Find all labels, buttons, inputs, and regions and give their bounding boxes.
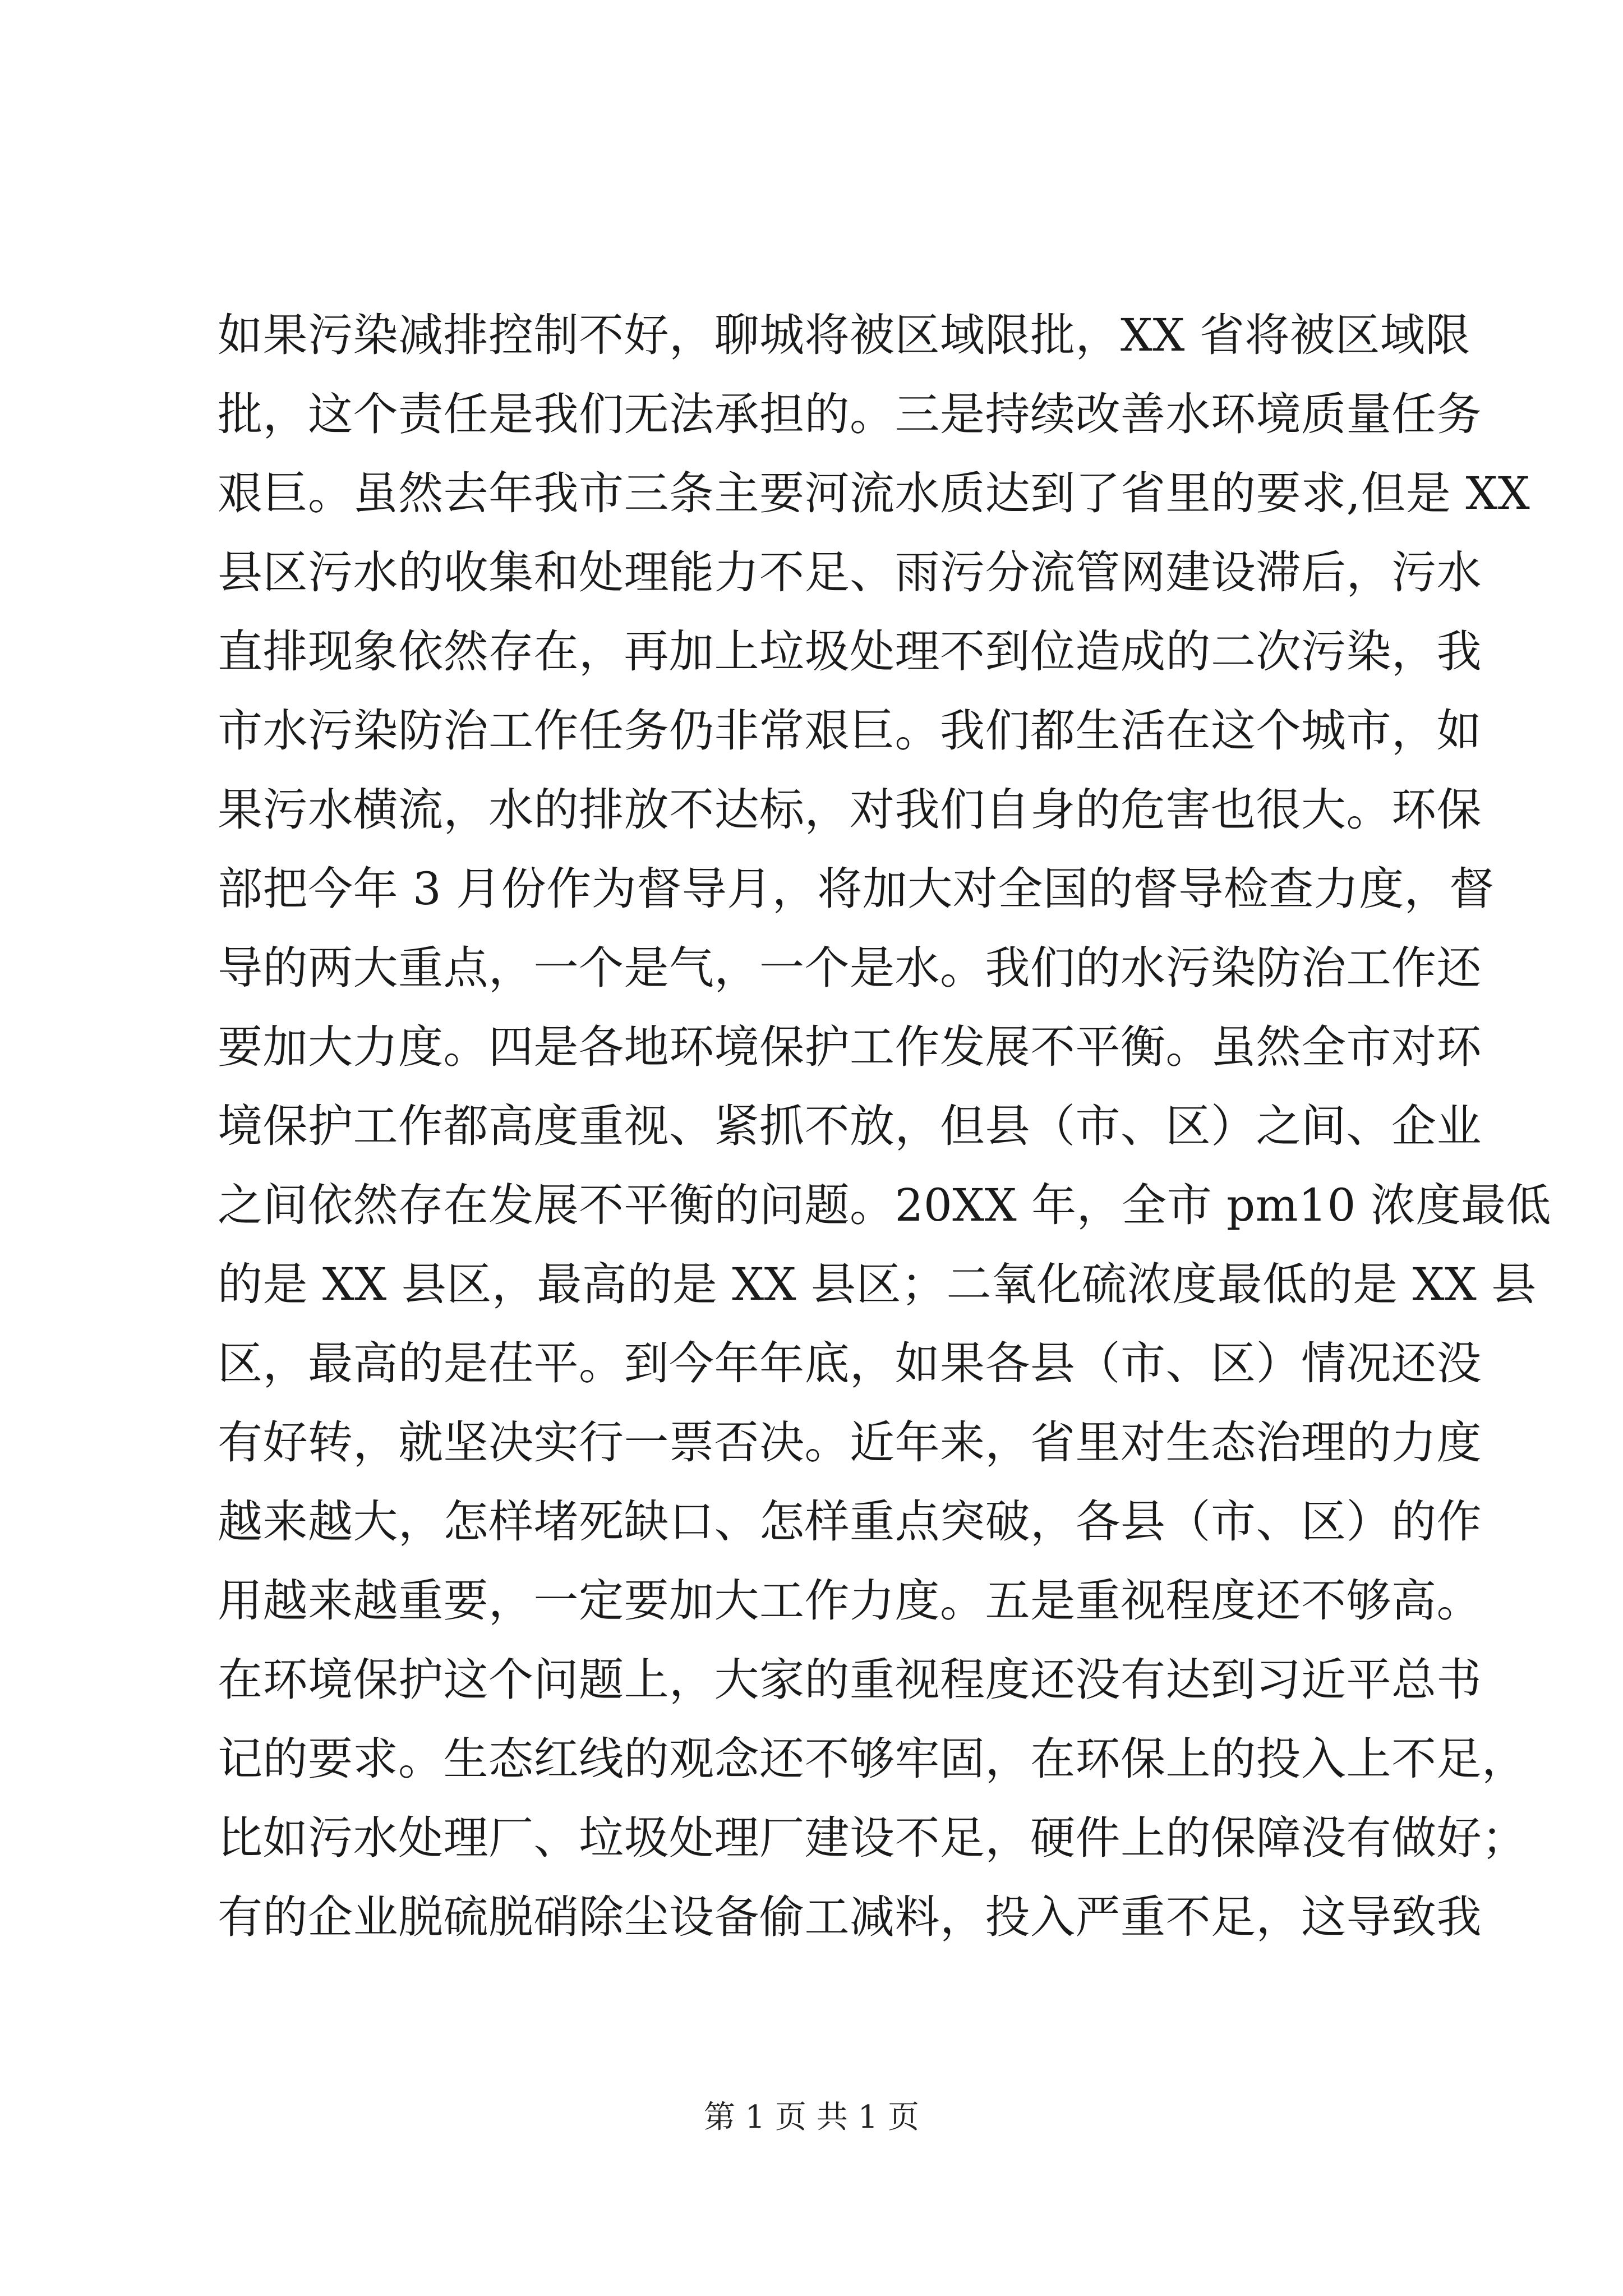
text-line: 之间依然存在发展不平衡的问题。20XX 年，全市 pm10 浓度最低 — [218, 1179, 1551, 1231]
text-line: 艰巨。虽然去年我市三条主要河流水质达到了省里的要求,但是 XX — [218, 467, 1530, 519]
text-line: 比如污水处理厂、垃圾处理厂建设不足，硬件上的保障没有做好； — [218, 1812, 1527, 1864]
text-line: 导的两大重点，一个是气，一个是水。我们的水污染防治工作还 — [218, 942, 1482, 994]
text-line: 批，这个责任是我们无法承担的。三是持续改善水环境质量任务 — [218, 388, 1482, 440]
text-line: 用越来越重要，一定要加大工作力度。五是重视程度还不够高。 — [218, 1575, 1482, 1627]
text-line: 果污水横流，水的排放不达标，对我们自身的危害也很大。环保 — [218, 784, 1482, 836]
text-line: 直排现象依然存在，再加上垃圾处理不到位造成的二次污染，我 — [218, 625, 1482, 678]
text-line: 要加大力度。四是各地环境保护工作发展不平衡。虽然全市对环 — [218, 1021, 1482, 1073]
text-line: 的是 XX 县区，最高的是 XX 县区；二氧化硫浓度最低的是 XX 县 — [218, 1258, 1537, 1310]
text-line: 境保护工作都高度重视、紧抓不放，但县（市、区）之间、企业 — [218, 1100, 1482, 1152]
page-number-label: 第 1 页 共 1 页 — [703, 2099, 920, 2136]
text-line: 越来越大，怎样堵死缺口、怎样重点突破，各县（市、区）的作 — [218, 1496, 1482, 1548]
text-line: 有的企业脱硫脱硝除尘设备偷工减料，投入严重不足，这导致我 — [218, 1891, 1482, 1943]
text-line: 如果污染减排控制不好，聊城将被区域限批，XX 省将被区域限 — [218, 309, 1470, 361]
text-line: 市水污染防治工作任务仍非常艰巨。我们都生活在这个城市，如 — [218, 705, 1482, 757]
text-line: 有好转，就坚决实行一票否决。近年来，省里对生态治理的力度 — [218, 1416, 1482, 1469]
text-line: 区，最高的是茌平。到今年年底，如果各县（市、区）情况还没 — [218, 1337, 1482, 1389]
text-line: 在环境保护这个问题上，大家的重视程度还没有达到习近平总书 — [218, 1654, 1482, 1706]
page-footer — [0, 2098, 1623, 2137]
text-line: 部把今年 3 月份作为督导月，将加大对全国的督导检查力度，督 — [218, 863, 1495, 915]
text-line: 记的要求。生态红线的观念还不够牢固，在环保上的投入上不足， — [218, 1733, 1527, 1785]
text-line: 县区污水的收集和处理能力不足、雨污分流管网建设滞后，污水 — [218, 546, 1482, 599]
body-paragraph — [218, 296, 1551, 1957]
